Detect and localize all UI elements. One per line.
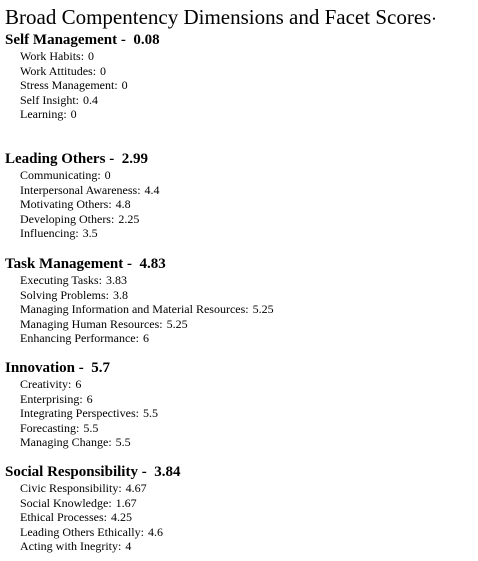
facet-name: Interpersonal Awareness: [20,182,141,197]
facet-name: Communicating: [20,168,101,182]
section-name: Innovation [5,360,76,376]
section-heading [5,463,180,481]
facet-score: 3.83 [105,273,127,287]
section-score: 0.08 [133,32,160,48]
facet-item [20,288,274,303]
facet-score: 5.25 [166,316,188,331]
facet-item [20,525,180,540]
section-heading [5,359,158,377]
facet-item [20,107,160,122]
section-score: 5.7 [91,360,111,376]
facet-item [20,331,274,346]
facet-item [20,302,274,317]
facet-list [5,273,274,346]
facet-score: 4.25 [110,510,132,525]
facet-name: Managing Change: [20,435,112,450]
facet-name: Enhancing Performance: [20,331,139,346]
facet-name: Work Attitudes: [20,63,97,78]
facet-item [20,421,158,436]
facet-item [20,168,160,183]
facet-name: Stress Management: [20,78,118,93]
facet-score: 3.5 [82,226,98,241]
facet-item [20,93,160,108]
section-social-responsibility [5,463,180,554]
section-innovation [5,359,158,450]
facet-name: Acting with Inegrity: [20,539,122,554]
facet-score: 0 [121,78,128,93]
facet-name: Executing Tasks: [20,273,102,287]
facet-name: Integrating Perspectives: [20,406,139,421]
section-heading [5,150,160,168]
facet-score: 5.5 [142,406,158,421]
section-name: Task Management [5,256,124,272]
facet-score: 0 [88,49,95,63]
facet-score: 1.67 [115,495,137,510]
facet-name: Managing Information and Material Resources: [20,302,249,317]
facet-item [20,183,160,198]
facet-score: 2.25 [118,211,140,226]
facet-name: Enterprising: [20,391,83,406]
facet-name: Self Insight: [20,92,79,107]
facet-name: Social Knowledge: [20,495,112,510]
facet-item [20,273,274,288]
section-separator: - [123,256,140,272]
facet-name: Ethical Processes: [20,510,107,525]
section-score: 2.99 [121,151,148,167]
facet-name: Developing Others: [20,211,115,226]
facet-item [20,78,160,93]
facet-score: 5.5 [83,420,99,435]
facet-score: 6 [86,391,93,406]
facet-score: 0.4 [83,92,98,107]
facet-score: 0 [104,168,111,182]
facet-name: Managing Human Resources: [20,316,163,331]
facet-item [20,481,180,496]
facet-item [20,64,160,79]
section-separator: - [117,32,134,48]
facet-score: 4.8 [115,197,131,212]
facet-score: 0 [100,63,107,78]
facet-item [20,539,180,554]
facet-item [20,197,160,212]
facet-item [20,435,158,450]
facet-score: 6 [142,331,149,346]
section-separator: - [137,464,155,480]
page-title [5,5,435,31]
facet-item [20,392,158,407]
section-heading [5,255,274,273]
section-name: Leading Others [5,151,106,167]
facet-item [20,49,160,64]
section-separator: - [75,360,92,376]
facet-name: Work Habits: [20,49,85,63]
facet-score: 4.6 [147,524,163,539]
facet-list [5,49,160,122]
facet-list [5,481,180,554]
section-leading-others [5,150,160,241]
facet-item [20,226,160,241]
facet-name: Motivating Others: [20,197,112,212]
facet-name: Civic Responsibility: [20,481,122,495]
facet-name: Solving Problems: [20,287,110,302]
facet-name: Leading Others Ethically: [20,524,144,539]
section-score: 4.83 [139,256,166,272]
facet-score: 3.8 [113,287,129,302]
facet-item [20,317,274,332]
facet-name: Creativity: [20,377,72,391]
section-name: Self Management [5,32,118,48]
section-task-management [5,255,274,346]
section-name: Social Responsibility [5,464,138,480]
facet-list [5,377,158,450]
facet-score: 4 [125,539,132,554]
facet-item [20,496,180,511]
facet-item [20,377,158,392]
facet-name: Learning: [20,107,67,122]
facet-item [20,510,180,525]
section-self-management [5,31,160,122]
facet-list [5,168,160,241]
facet-score: 5.25 [252,302,274,317]
facet-score: 4.67 [125,481,147,495]
facet-score: 4.4 [144,182,160,197]
facet-item [20,212,160,227]
facet-score: 6 [75,377,82,391]
section-separator: - [105,151,122,167]
page-title-text: Broad Compentency Dimensions and Facet Scores [5,5,432,29]
facet-name: Influencing: [20,226,79,241]
section-score: 3.84 [154,464,181,480]
facet-item [20,406,158,421]
facet-name: Forecasting: [20,420,80,435]
title-mark: • [432,14,436,25]
facet-score: 5.5 [115,435,131,450]
facet-score: 0 [70,107,77,122]
section-heading [5,31,160,49]
